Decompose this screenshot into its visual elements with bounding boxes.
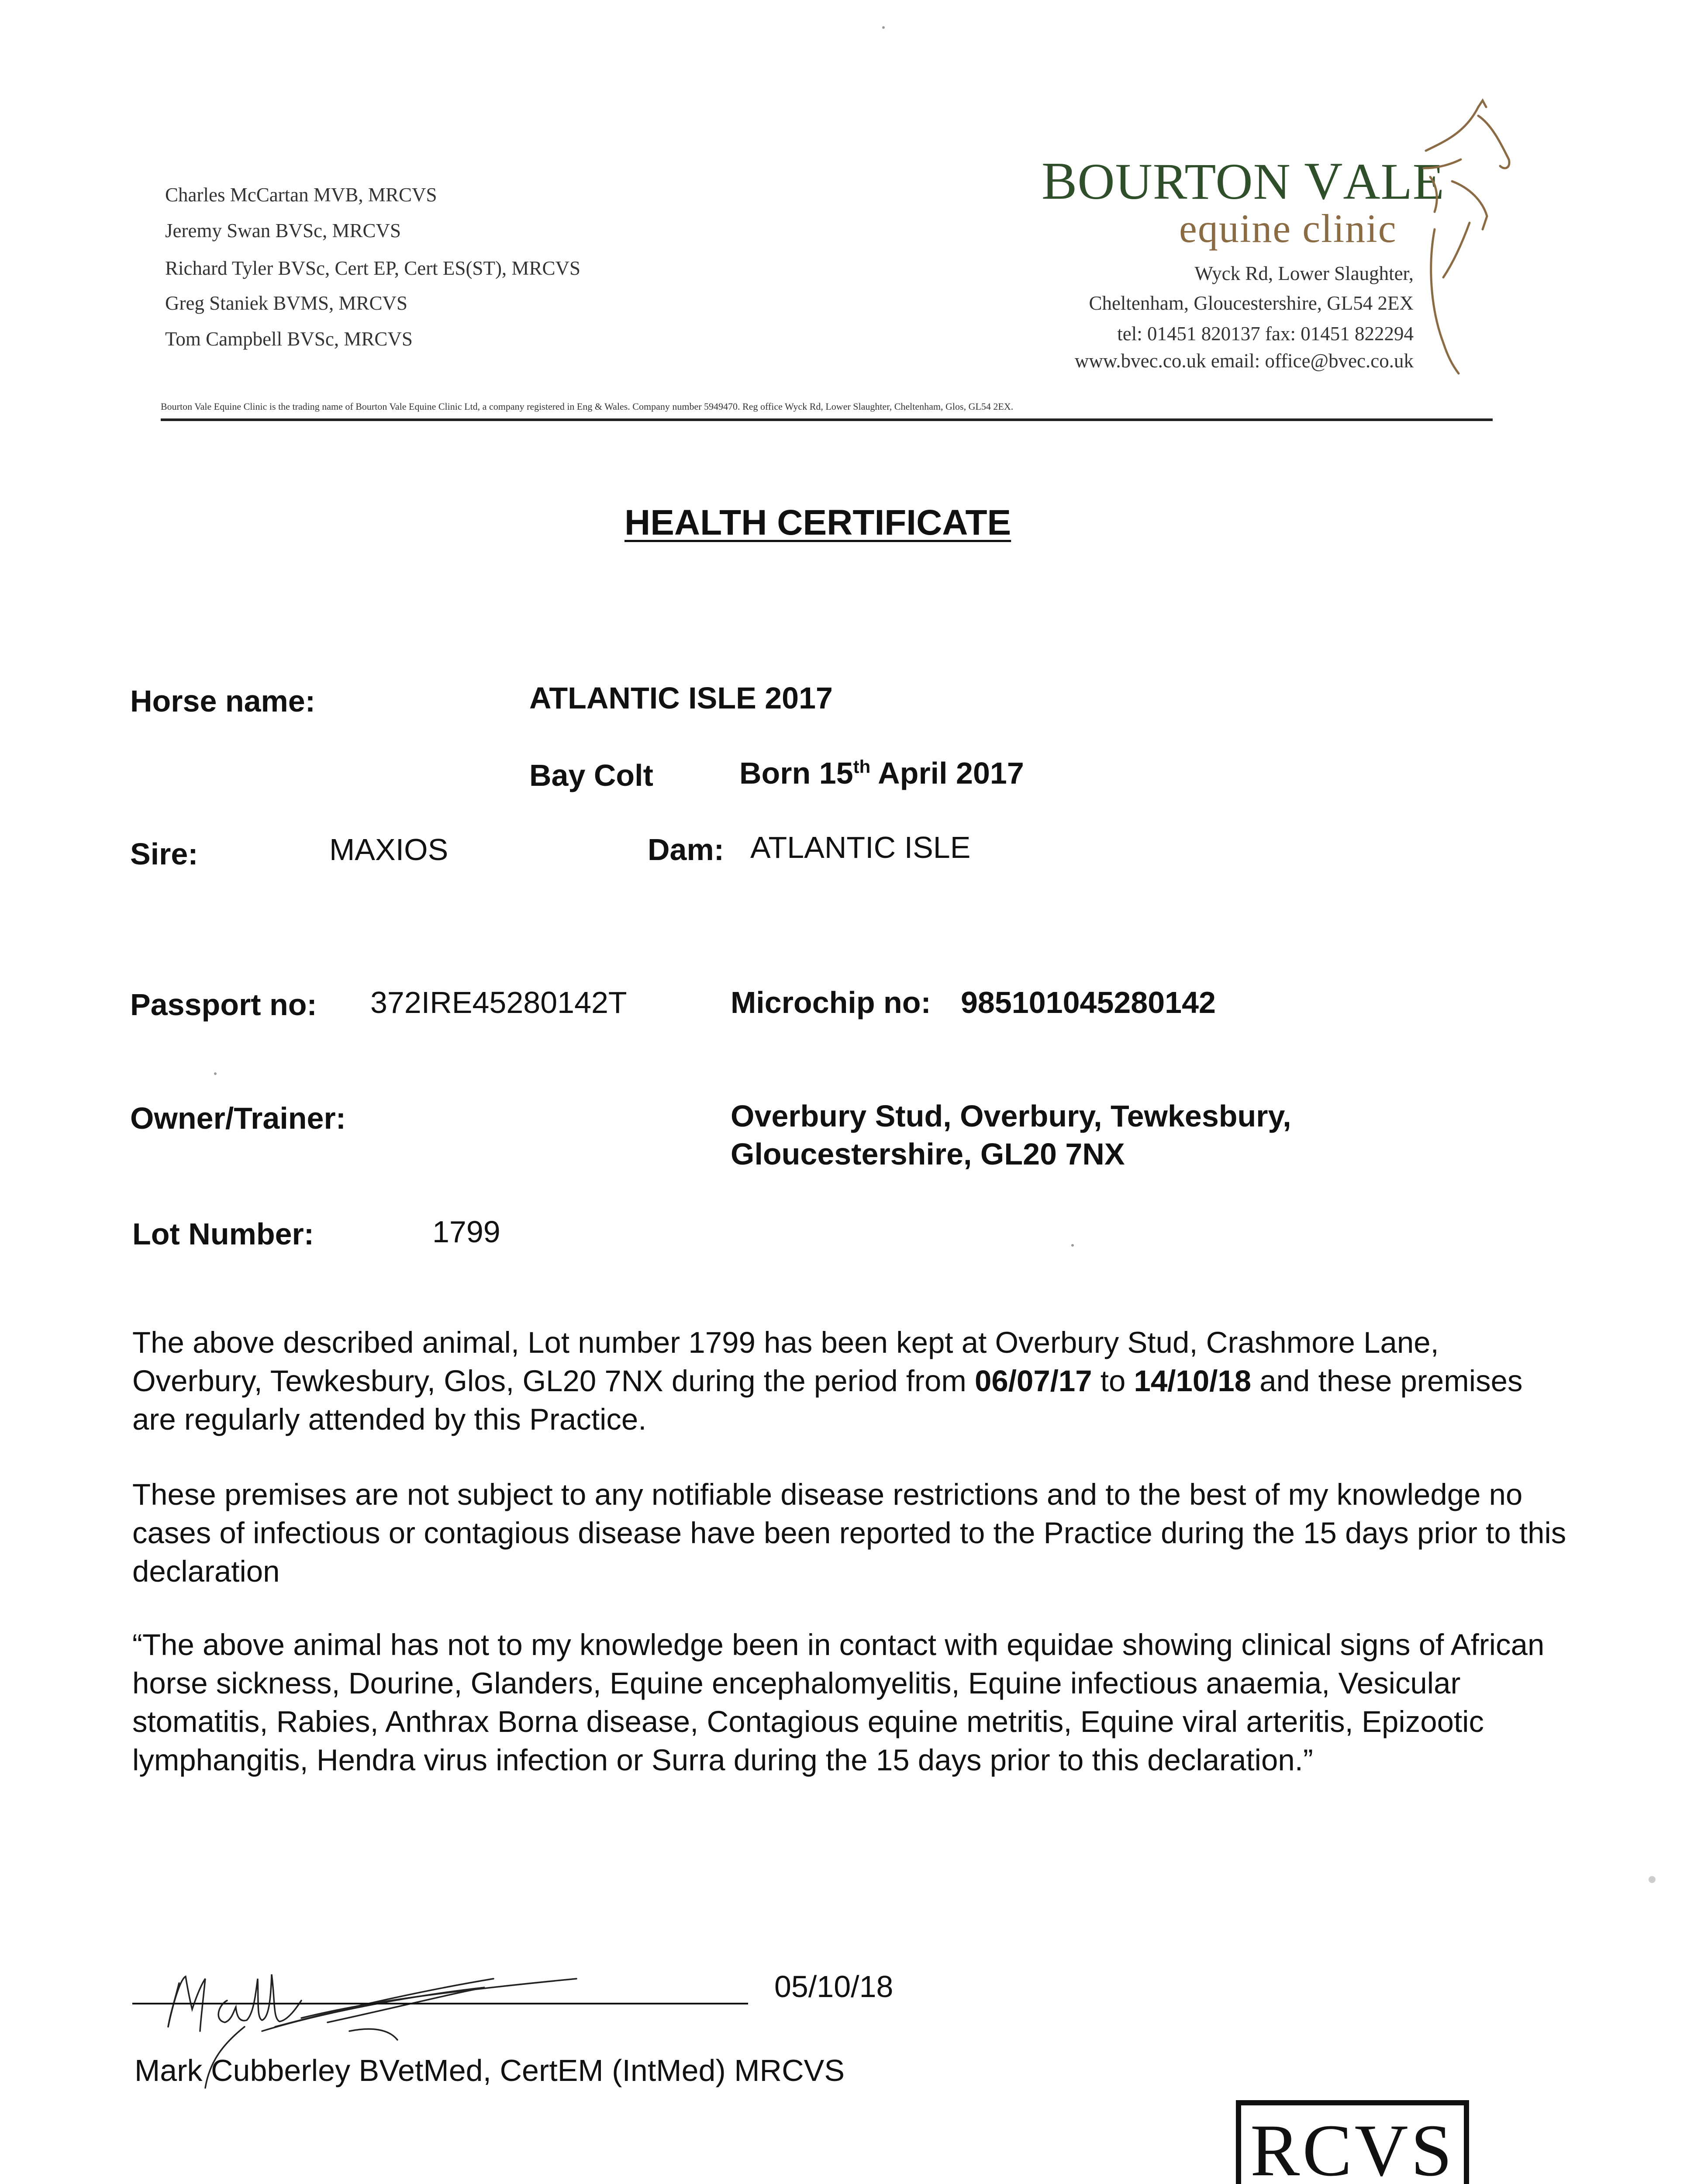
address-line: www.bvec.co.uk email: office@bvec.co.uk xyxy=(1074,350,1414,372)
horse-description: Bay Colt xyxy=(529,758,653,792)
scan-speck xyxy=(214,1072,217,1075)
vet-name: Charles McCartan MVB, MRCVS xyxy=(165,184,437,206)
rcvs-stamp xyxy=(1236,2100,1469,2184)
paragraph-restrictions: These premises are not subject to any notifiable disease restrictions and to the best of my knowledge no cases of infectious or contagious disease have been reported to the Practice during the 15 days prior to this declaration xyxy=(132,1478,1566,1588)
lot-label: Lot Number: xyxy=(132,1217,314,1251)
horse-name: ATLANTIC ISLE 2017 xyxy=(529,681,833,715)
lot-number: 1799 xyxy=(432,1215,500,1249)
owner-label: Owner/Trainer: xyxy=(130,1101,346,1135)
passport-label: Passport no: xyxy=(130,988,317,1022)
registration-note: Bourton Vale Equine Clinic is the trading name of Bourton Vale Equine Clinic Ltd, a company registered in Eng & Wales. Company number 5949470. Reg office Wyck Rd, Lower Slaughter, Cheltenham, Glos, GL54 2EX. xyxy=(161,401,1014,412)
dam-value: ATLANTIC ISLE xyxy=(750,830,971,864)
page-title: HEALTH CERTIFICATE xyxy=(624,503,1011,543)
microchip-label: Microchip no: xyxy=(731,985,931,1019)
signature-date: 05/10/18 xyxy=(774,1970,894,2004)
birth-date: Born 15th April 2017 xyxy=(739,756,1024,790)
horse-name-label: Horse name: xyxy=(130,684,316,718)
clinic-name: BOURTON VALE xyxy=(1042,152,1445,211)
dam-label: Dam: xyxy=(648,833,724,867)
address-line: tel: 01451 820137 fax: 01451 822294 xyxy=(1117,323,1414,345)
scan-speck xyxy=(882,26,885,29)
rcvs-stamp-text: RCVS xyxy=(1250,2109,1455,2184)
owner-line-2: Gloucestershire, GL20 7NX xyxy=(731,1137,1125,1171)
address-line: Wyck Rd, Lower Slaughter, xyxy=(1194,263,1414,284)
vet-name: Greg Staniek BVMS, MRCVS xyxy=(165,292,408,314)
paragraph-premises: The above described animal, Lot number 1799 has been kept at Overbury Stud, Crashmore Lane, Overbury, Tewkesbury, Glos, GL20 7NX during the period from 06/07/17 to 14/10/18 and these premises are regularly attended by this Practice. xyxy=(132,1326,1523,1436)
microchip-number: 985101045280142 xyxy=(961,985,1216,1019)
signature-line xyxy=(132,2003,748,2004)
vet-name: Tom Campbell BVSc, MRCVS xyxy=(165,328,413,350)
paragraph-declaration: “The above animal has not to my knowledge been in contact with equidae showing clinical signs of African horse sickness, Dourine, Glanders, Equine encephalomyelitis, Equine infectious anaemia, Vesicular stomatitis, Rabies, Anthrax Borna disease, Contagious equine metritis, Equine viral arteritis, Epizootic lymphangitis, Hendra virus infection or Surra during the 15 days prior to this declaration.” xyxy=(132,1628,1545,1777)
scan-speck xyxy=(1649,1876,1656,1883)
passport-number: 372IRE45280142T xyxy=(370,985,627,1019)
scan-speck xyxy=(1071,1244,1074,1247)
vet-name: Jeremy Swan BVSc, MRCVS xyxy=(165,220,401,242)
address-line: Cheltenham, Gloucestershire, GL54 2EX xyxy=(1089,292,1414,314)
horse-logo-icon xyxy=(1417,98,1518,378)
vet-name: Richard Tyler BVSc, Cert EP, Cert ES(ST), MRCVS xyxy=(165,257,580,279)
owner-line-1: Overbury Stud, Overbury, Tewkesbury, xyxy=(731,1099,1291,1133)
header-divider xyxy=(161,418,1493,421)
clinic-subtitle: equine clinic xyxy=(1179,206,1397,251)
sire-value: MAXIOS xyxy=(329,833,448,867)
signatory-name: Mark Cubberley BVetMed, CertEM (IntMed) MRCVS xyxy=(135,2053,845,2087)
sire-label: Sire: xyxy=(130,837,198,871)
